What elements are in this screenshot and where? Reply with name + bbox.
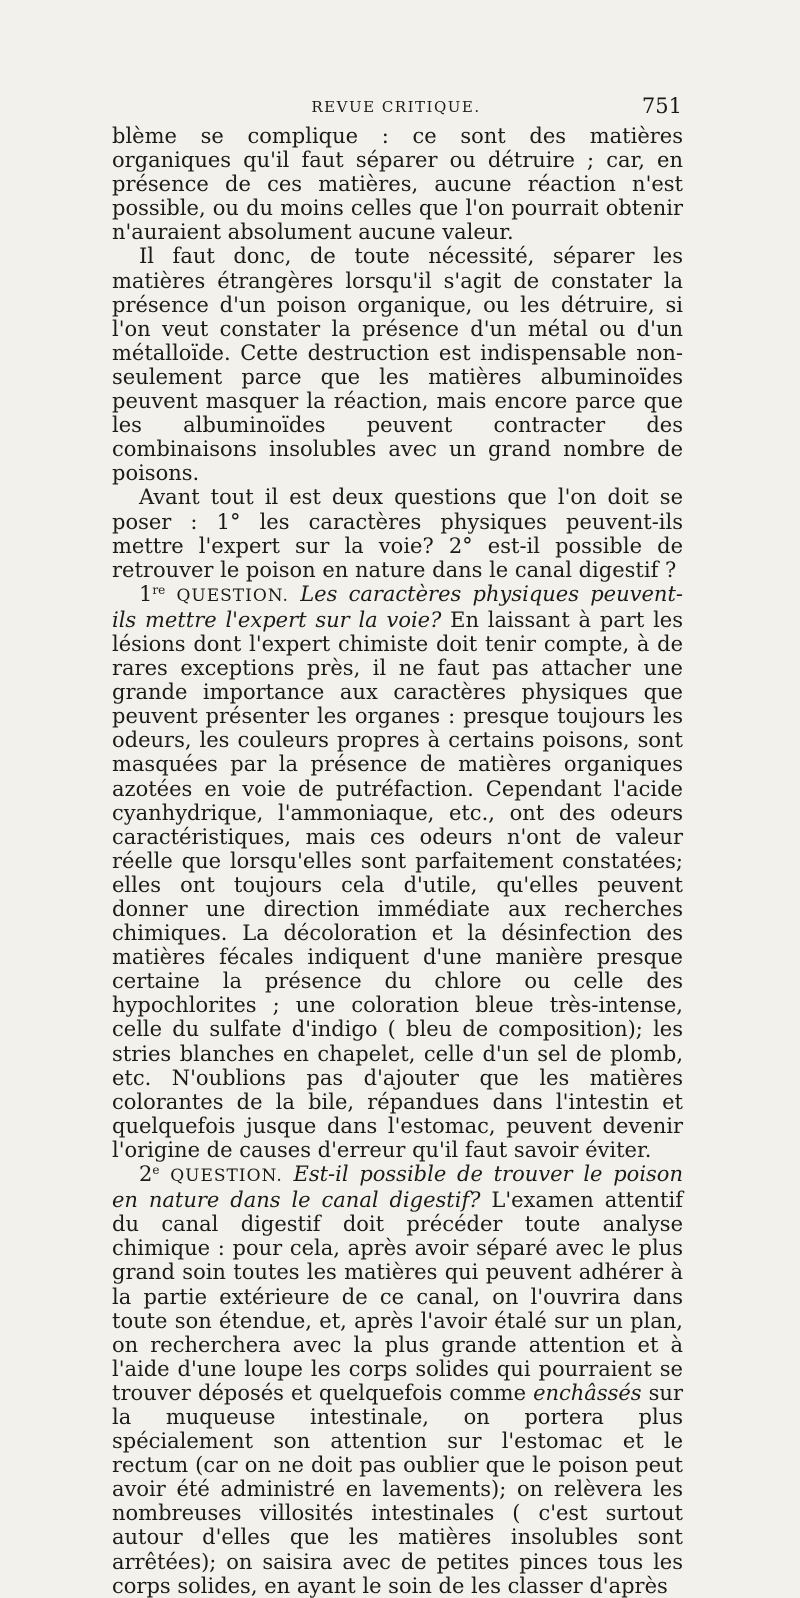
question-two-paragraph [112,1162,683,1598]
question-heading: Est-il possible de trouver le poison en nature dans le canal digestif? [112,1162,683,1213]
question-heading: Les caractères physiques peuvent-ils mettre l'expert sur la voie? [112,581,683,632]
paragraph-text: blème se complique : ce sont des matières organiques qu'il faut séparer ou détruire ; car, en présence de ces matières, aucune réaction n'est possible, ou du moins celles que l'on pourrait obtenir n'auraient absolument aucune valeur. [112,124,683,245]
paragraph-text: sur la muqueuse intestinale, on portera plus spécialement son attention sur l'estomac et le rectum (car on ne doit pas oublier que le poison peut avoir été administré en lavements); on relèvera les nombreuses villosités intestinales ( c'est surtout autour d'elles que les matières insolubles sont arrêtées); on saisira avec de petites pinces tous les corps solides, en ayant le soin de les classer d'après [112,1380,683,1598]
ordinal-suffix: re [152,582,166,597]
question-number: 1 [139,581,153,606]
paragraph [112,244,683,485]
question-label: QUESTION. [176,585,289,606]
emphasis: enchâssés [533,1380,642,1405]
question-number: 2 [139,1162,153,1187]
page-header [110,94,682,122]
ordinal-suffix: e [152,1163,160,1178]
paragraph-text: Avant tout il est deux questions que l'on doit se poser : 1° les caractères physiques peuvent-ils mettre l'expert sur la voie? 2° est-il possible de retrouver le poison en nature dans le canal digestif ? [112,485,683,582]
question-label: QUESTION. [170,1166,283,1187]
paragraph-text: L'examen attentif du canal digestif doit précéder toute analyse chimique : pour cela, après avoir séparé avec le plus grand soin toutes les matières qui peuvent adhérer à la partie extérieure de ce canal, on l'ouvrira dans toute son étendue, et, après l'avoir étalé sur un plan, on recherchera avec la plus grande attention et à l'aide d'une loupe les corps solides qui pourraient se trouver déposés et quelquefois comme [112,1188,683,1405]
paragraph-text: En laissant à part les lésions dont l'expert chimiste doit tenir compte, à de rares exceptions près, il ne faut pas attacher une grande importance aux caractères physiques que peuvent présenter les organes : presque toujours les odeurs, les couleurs propres à certains poisons, sont masquées par la présence de matières organiques azotées en voie de putréfaction. Cependant l'acide cyanhydrique, l'ammoniaque, etc., ont des odeurs caractéristiques, mais ces odeurs n'ont de valeur réelle que lorsqu'elles sont parfaitement constatées; elles ont toujours cela d'utile, qu'elles peuvent donner une direction immédiate aux recherches chimiques. La décoloration et la désinfection des matières fécales indiquent d'une manière presque certaine la présence du chlore ou celle des hypochlorites ; une coloration bleue très-intense, celle du sulfate d'indigo ( bleu de composition); les stries blanches en chapelet, celle d'un sel de plomb, etc. N'oublions pas d'ajouter que les matières colorantes de la bile, répandues dans l'intestin et quelquefois jusque dans l'estomac, peuvent devenir l'origine de causes d'erreur qu'il faut savoir éviter. [112,607,683,1162]
question-one-paragraph [112,582,683,1162]
paragraph [112,485,683,581]
running-title: REVUE CRITIQUE. [311,98,481,116]
paragraph [112,124,683,244]
paragraph-text: Il faut donc, de toute nécessité, séparer les matières étrangères lorsqu'il s'agit de constater la présence d'un poison organique, ou les détruire, si l'on veut constater la présence d'un métal ou d'un métalloïde. Cette destruction est indispensable non-seulement parce que les matières albuminoïdes peuvent masquer la réaction, mais encore parce que les albuminoïdes peuvent contracter des combinaisons insolubles avec un grand nombre de poisons. [112,244,683,486]
page-number: 751 [641,94,682,118]
body-text [112,124,683,1598]
